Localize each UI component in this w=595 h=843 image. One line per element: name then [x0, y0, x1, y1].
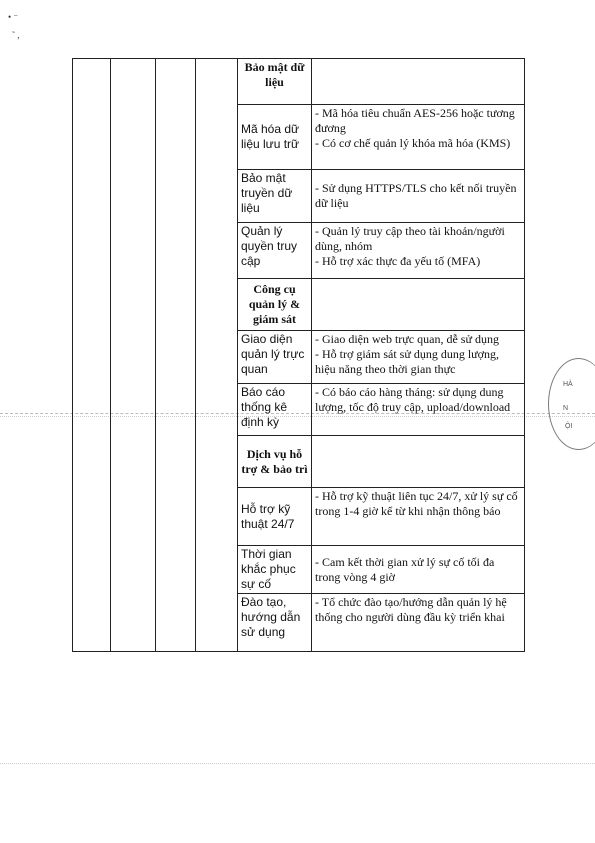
- description-line: - Có cơ chế quản lý khóa mã hóa (KMS): [315, 136, 511, 150]
- section-title: Dịch vụ hỗ trợ & bảo trì: [238, 436, 312, 488]
- section-title: Công cụ quản lý & giám sát: [238, 279, 312, 331]
- criteria-name: Giao diện quản lý trực quan: [238, 331, 312, 384]
- scan-mark: ˜ ,: [12, 30, 20, 40]
- description-cell: [312, 488, 525, 546]
- description-cell: [312, 170, 525, 223]
- description-cell: [312, 546, 525, 594]
- description-line: - Có báo cáo hàng tháng: sử dụng dung lượng, tốc độ truy cập, upload/download: [315, 385, 511, 414]
- stamp-text: N: [563, 405, 569, 412]
- description-line: - Mã hóa tiêu chuẩn AES-256 hoặc tương đương: [315, 106, 515, 135]
- fold-line: [0, 763, 595, 764]
- description-line: - Hỗ trợ xác thực đa yếu tố (MFA): [315, 254, 481, 268]
- description-line: - Sử dụng HTTPS/TLS cho kết nối truyền dữ liệu: [315, 181, 517, 210]
- empty-column: [73, 59, 111, 652]
- description-line: - Hỗ trợ kỹ thuật liên tục 24/7, xử lý sự cố trong 1-4 giờ kể từ khi nhận thông báo: [315, 489, 518, 518]
- description-line: - Hỗ trợ giám sát sử dụng dung lượng, hiệu năng theo thời gian thực: [315, 347, 500, 376]
- description-cell: [312, 436, 525, 488]
- description-cell: [312, 105, 525, 170]
- criteria-name: Bảo mật truyền dữ liệu: [238, 170, 312, 223]
- description-cell: [312, 59, 525, 105]
- description-line: - Cam kết thời gian xử lý sự cố tối đa trong vòng 4 giờ: [315, 554, 495, 584]
- specification-table: [72, 58, 525, 652]
- criteria-name: Đào tạo, hướng dẫn sử dụng: [238, 594, 312, 652]
- criteria-name: Báo cáo thống kê định kỳ: [238, 384, 312, 436]
- description-cell: [312, 279, 525, 331]
- scan-mark: • ⁻: [8, 12, 19, 22]
- criteria-name: Hỗ trợ kỹ thuật 24/7: [238, 488, 312, 546]
- description-line: - Tổ chức đào tạo/hướng dẫn quản lý hệ thống cho người dùng đầu kỳ triển khai: [315, 595, 507, 624]
- stamp-text: ỘI: [565, 423, 573, 430]
- section-row: [73, 59, 525, 105]
- description-line: - Giao diện web trực quan, dễ sử dụng: [315, 332, 499, 346]
- description-cell: [312, 594, 525, 652]
- section-title: Bảo mật dữ liệu: [238, 59, 312, 105]
- stamp-text: HÀ: [563, 381, 573, 388]
- criteria-name: Mã hóa dữ liệu lưu trữ: [238, 105, 312, 170]
- description-cell: [312, 223, 525, 279]
- empty-column: [111, 59, 156, 652]
- criteria-name: Quản lý quyền truy cập: [238, 223, 312, 279]
- criteria-name: Thời gian khắc phục sự cố: [238, 546, 312, 594]
- red-seal-stamp: [548, 358, 595, 450]
- description-cell: [312, 331, 525, 384]
- description-cell: [312, 384, 525, 436]
- description-line: - Quản lý truy cập theo tài khoản/người dùng, nhóm: [315, 224, 505, 253]
- empty-column: [156, 59, 196, 652]
- empty-column: [196, 59, 238, 652]
